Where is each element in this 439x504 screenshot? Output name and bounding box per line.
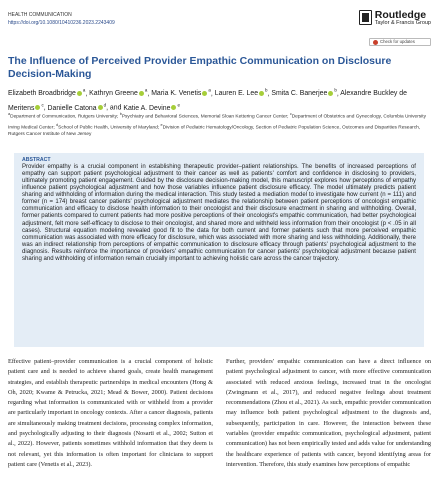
affiliation-marker: c <box>41 102 44 108</box>
affiliation-marker: a <box>144 88 148 93</box>
orcid-icon[interactable] <box>328 91 333 96</box>
article-title: The Influence of Perceived Provider Empathic Communication on Disclosure Decision-Making <box>8 55 392 80</box>
author-name: Kathryn Greene <box>89 90 138 98</box>
author-name: Maria K. Venetis <box>151 90 202 98</box>
publisher-logo <box>359 10 431 27</box>
affiliation-letter: c <box>289 112 292 116</box>
author <box>271 90 336 97</box>
affiliation-marker: b <box>265 88 268 93</box>
affiliation-letter: b <box>119 112 122 116</box>
header-meta <box>8 12 115 27</box>
affiliation-marker: e <box>177 102 180 108</box>
affiliation-marker: a <box>82 88 86 93</box>
body-column-right: Further, providers' empathic communication can have a direct influence on patient psychological adjustment to cancer, with more effective communication associated with reduced anxious feelings, increased trust in the oncologist (Zwingmann et al., 2017), and reduced negative feelings about treatment recommendations (Zhou et al., 2021). As such, empathic provider communication may influence both patient psychological adjustment to the diagnosis and, subsequently, participation in care. However, the interaction between these variables (provider empathic communication, psychological adjustment, patient communication) has not been empirically tested and adds value for understanding the healthcare experience of patients with cancer, beyond identifying areas for intervention. Therefore, this study examines how perceptions of empathic <box>226 358 431 468</box>
orcid-icon[interactable] <box>202 91 207 96</box>
orcid-icon[interactable] <box>259 91 264 96</box>
author-name: Elizabeth Broadbridge <box>8 90 76 98</box>
affiliation-marker: d <box>103 102 107 108</box>
journal-name: HEALTH COMMUNICATION <box>8 12 72 18</box>
affiliation-letter: a <box>8 112 11 116</box>
publisher-name: Routledge <box>374 9 427 21</box>
check-for-updates-button[interactable] <box>369 38 431 46</box>
affiliation-marker: a <box>208 88 211 93</box>
orcid-icon[interactable] <box>98 105 103 110</box>
orcid-icon[interactable] <box>139 91 144 96</box>
author-name: Alexandre Buckley de Meritens <box>8 90 407 112</box>
orcid-icon[interactable] <box>77 91 82 96</box>
author-name: Danielle Catona <box>47 104 97 112</box>
orcid-icon[interactable] <box>35 105 40 110</box>
affiliation-marker: b <box>334 88 337 93</box>
author <box>89 90 147 97</box>
affiliation-letter: e <box>160 122 163 127</box>
affiliations: $^a$Department of Communication, Rutgers University; $^b$Psychiatry and Behavioral Sciences, Memorial Sloan Kettering Cancer Center; $^c$Department of Obstetrics and Gynecology, Columbia University Irving Medical Center; $^d$School of Public Health, University of Maryland; $^e$Division of Pediatric Hematology/Oncology, Section of Pediatric Population Science, Outcomes and Disparities Research, Rutgers Cancer Institute of New Jersey <box>8 112 426 137</box>
author <box>151 90 211 97</box>
abstract-heading: ABSTRACT <box>22 157 51 163</box>
author <box>8 90 85 97</box>
publisher-subtitle: Taylor & Francis Group <box>374 20 431 26</box>
check-updates-label: Check for updates <box>380 39 415 44</box>
body-column-left: Effective patient–provider communication is a crucial component of holistic patient care and is needed to achieve shared goals, create health management strategies, and establish therapeutic partnerships in medical encounters (Hong & Oh, 2020; Kwame & Petrucka, 2021; Mead & Bower, 2000). Patient decisions regarding what information is communicated with or withheld from a provider are particularly important in oncology contexts. After a cancer diagnosis, patients are simultaneously making treatment decisions, processing complex information, and psychologically adjusting to their diagnosis (Nosarti et al., 2002; Sutton et al., 2022). However, patients sometimes withhold information that they deem is not relevant, yet this information is often important for clinicians to support patient care (Venetis et al., 2023). <box>8 358 213 468</box>
author-name: Smita C. Banerjee <box>271 90 328 98</box>
abstract-text: Provider empathy is a crucial component in establishing therapeutic provider–patient relationships. The benefits of increased perceptions of empathy can support patient psychological adjustment to their cancer as well as patients' comfort and confidence in disclosing to providers, ultimately promoting patient engagement. Guided by the disclosure decision-making model, this manuscript explores how perceptions of empathy influence patient psychological adjustment and how those variables influence patient disclosure efficacy. The model ultimately predicts patient sharing and withholding of information during the medical interaction. This study tested a mediation model to investigate how current (n = 111) and former (n = 174) breast cancer patients' psychological adjustment mediates the relationship between patient perceptions of oncologist empathic communication and efficacy to disclose health information to their oncologist and their disclosure enactment in sharing and withholding. Overall, former patients compared to current patients had more positive perceptions of their oncologist's empathic communication, had better psychological adjustment, felt more self-efficacy to disclose to their oncologist, and shared more and withheld less information from their oncologist (p < .05 in all cases). Structural equation modeling revealed good fit to the data for both current and former patients such that more perceived empathic communication was associated with more efficacy for disclosure, which was associated with more sharing and less withholding. Additionally, there was an indirect relationship from perceptions of empathic communication to disclosure efficacy through patients' psychological adjustment to the diagnosis. Results reinforce the importance of providers' empathic communication for cancer patients' psychological adjustment because patient sharing and withholding of information remain crucially important to achieving holistic care across the cancer trajectory. <box>22 164 416 262</box>
affiliation-letter: d <box>56 122 59 127</box>
author-name: Lauren E. Lee <box>214 90 259 98</box>
routledge-logo-icon <box>359 10 372 25</box>
doi-link[interactable]: https://doi.org/10.1080/10410236.2023.2243409 <box>8 19 115 26</box>
author-list: Elizabeth Broadbridge $^a$, Kathryn Greene $^a$, Maria K. Venetis $^a$, Lauren E. Lee $^b$, Smita C. Banerjee $^b$, Alexandre Buckley de Meritens $^c$, Danielle Catona $^d$, and Katie A. Devine $^e$ <box>8 88 407 112</box>
abstract-box <box>14 153 424 347</box>
orcid-icon[interactable] <box>171 105 176 110</box>
author-name: Katie A. Devine <box>123 104 171 112</box>
check-updates-icon <box>373 40 378 45</box>
author <box>215 90 268 97</box>
